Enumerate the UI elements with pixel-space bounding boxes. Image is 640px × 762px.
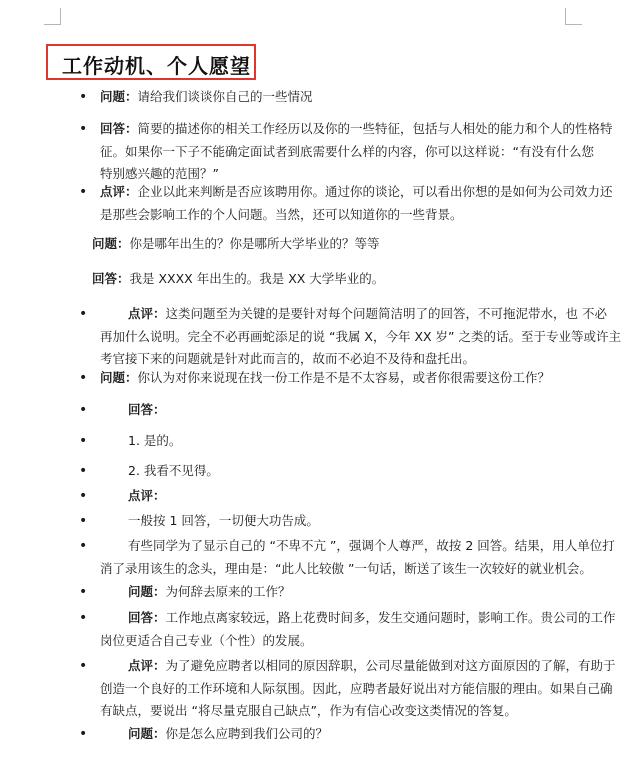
label: 问题：: [92, 236, 130, 251]
text-line: 再加什么说明。完全不必再画蛇添足的说 “我属 X，今年 XX 岁” 之类的话。至于专业等或许主: [100, 328, 622, 344]
bullet-dot: •: [79, 726, 88, 742]
text-line: 企业以此来判断是否应该聘用你。通过你的谈论，可以看出你想的是如何为公司效力还: [137, 184, 613, 199]
paragraph-question-job: [100, 367, 568, 390]
bullet-dot: •: [79, 658, 88, 674]
label: 点评：: [128, 306, 166, 321]
section-heading: 工作动机、个人愿望: [62, 54, 251, 78]
paragraph-comment-birth: [100, 303, 622, 371]
bullet-dot: •: [79, 538, 88, 554]
text-line: 一般按 1 回答，一切便大功告成。: [128, 513, 319, 528]
label: 点评：: [128, 488, 166, 503]
paragraph-question-apply: [100, 723, 568, 746]
crop-mark-top-left: [44, 8, 61, 25]
label: 回答：: [128, 402, 166, 417]
label: 问题：: [100, 370, 138, 385]
text-line: 有缺点，要说出 “将尽量克服自己缺点”，作为有信心改变这类情况的答复。: [100, 703, 517, 718]
paragraph-answer-option-2: [100, 460, 568, 483]
bullet-dot: •: [79, 89, 88, 105]
paragraph-answer-option-1: [100, 430, 568, 453]
bullet-dot: •: [79, 488, 88, 504]
crop-mark-top-right: [565, 8, 582, 25]
text-line: 有些同学为了显示自己的 “不卑不亢 ”，强调个人尊严，故按 2 回答。结果，用人单位打: [128, 538, 615, 553]
text-line: 这类问题至为关键的是要针对每个问题简洁明了的回答，不可拖泥带水，也 不必: [165, 306, 607, 321]
text-line: 岗位更适合自己专业（个性）的发展。: [100, 632, 313, 648]
paragraph-answer-job-label: [100, 399, 568, 422]
bullet-dot: •: [79, 610, 88, 626]
bullet-dot: •: [79, 370, 88, 386]
text-line: 是那些会影响工作的个人问题。当然，还可以知道你的一些背景。: [100, 206, 463, 222]
paragraph-comment-intro: [100, 181, 613, 226]
paragraph-comment-resign: [100, 655, 616, 723]
text-line: 为何辞去原来的工作？: [165, 584, 291, 599]
paragraph-answer-resign: [100, 607, 616, 652]
bullet-dot: •: [79, 402, 88, 418]
bullet-dot: •: [79, 184, 88, 200]
label: 回答：: [92, 271, 130, 286]
bullet-dot: •: [79, 463, 88, 479]
paragraph-comment-job-2: [100, 535, 615, 580]
text-line: 我是 XXXX 年出生的。我是 XX 大学毕业的。: [129, 271, 385, 286]
text-line: 消了录用该生的念头，理由是：“此人比较傲 ”一句话，断送了该生一次较好的就业机会。: [100, 560, 592, 576]
label: 问题：: [128, 584, 166, 599]
text-line: 考官接下来的问题就是针对此而言的，故而不必迫不及待和盘托出。: [100, 351, 476, 366]
text-line: 特别感兴趣的范围？”: [100, 166, 219, 181]
paragraph-question-birth: [92, 233, 380, 255]
text-line: 你是怎么应聘到我们公司的？: [165, 726, 329, 741]
label: 回答：: [128, 610, 166, 625]
paragraph-question-resign: [100, 581, 568, 604]
paragraph-comment-job-label: [100, 485, 568, 508]
text-line: 工作地点离家较远，路上花费时间多，发生交通问题时，影响工作。贵公司的工作: [165, 610, 616, 625]
paragraph-question-intro: [100, 86, 568, 109]
text-line: 2. 我看不见得。: [128, 463, 219, 478]
text-line: 征。如果你一下子不能确定面试者到底需要什么样的内容，你可以这样说：“有没有什么您: [100, 143, 594, 159]
bullet-dot: •: [79, 306, 88, 322]
label: 回答：: [100, 121, 138, 136]
text-line: 1. 是的。: [128, 433, 182, 448]
paragraph-answer-intro: [100, 118, 613, 186]
bullet-dot: •: [79, 513, 88, 529]
label: 问题：: [128, 726, 166, 741]
text-line: 请给我们谈谈你自己的一些情况: [137, 89, 313, 104]
text-line: 创造一个良好的工作环境和人际氛围。因此，应聘者最好说出对方能信服的理由。如果自己确: [100, 680, 613, 696]
label: 点评：: [100, 184, 138, 199]
bullet-dot: •: [79, 121, 88, 137]
bullet-dot: •: [79, 584, 88, 600]
paragraph-comment-job-1: [100, 510, 568, 533]
label: 点评：: [128, 658, 166, 673]
text-line: 为了避免应聘者以相同的原因辞职，公司尽量能做到对这方面原因的了解，有助于: [165, 658, 616, 673]
text-line: 你认为对你来说现在找一份工作是不是不太容易，或者你很需要这份工作？: [137, 370, 551, 385]
paragraph-answer-birth: [92, 268, 384, 290]
label: 问题：: [100, 89, 138, 104]
text-line: 简要的描述你的相关工作经历以及你的一些特征，包括与人相处的能力和个人的性格特: [137, 121, 613, 136]
text-line: 你是哪年出生的？你是哪所大学毕业的？等等: [129, 236, 380, 251]
bullet-dot: •: [79, 433, 88, 449]
